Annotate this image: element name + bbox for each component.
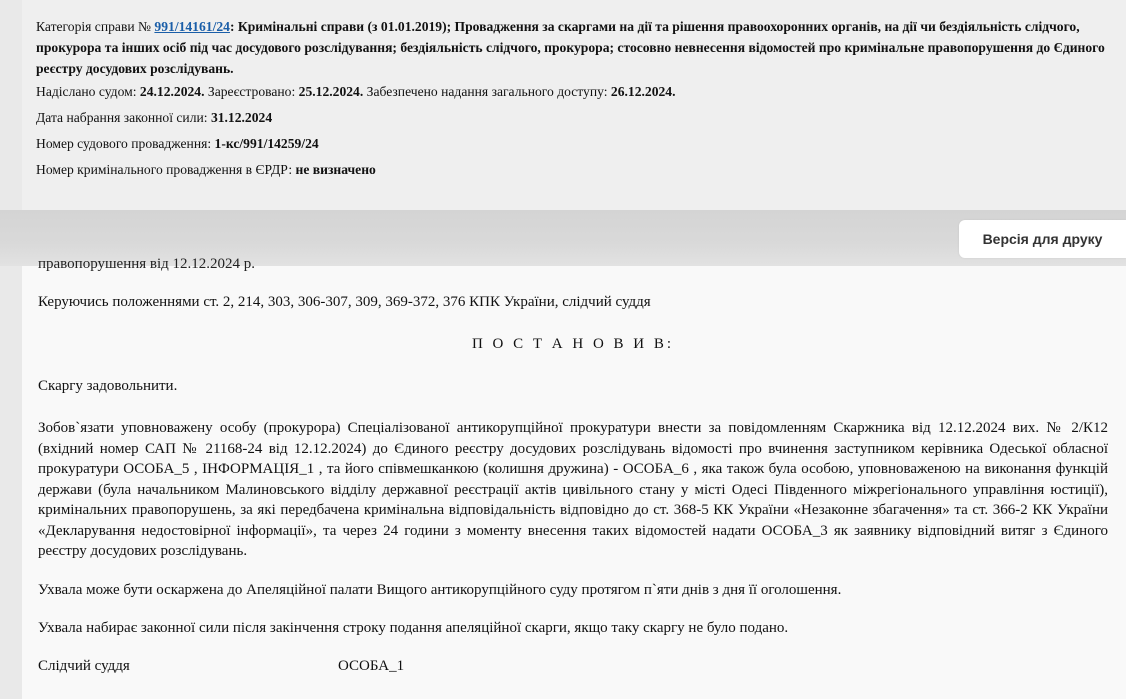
ruling-paragraph-1: Скаргу задовольнити. — [38, 378, 178, 394]
criminal-proceeding-label: Номер кримінального провадження в ЄРДР: — [36, 162, 293, 177]
registered-date: 25.12.2024. — [298, 84, 364, 99]
access-label: Забезпечено надання загального доступу: — [366, 84, 608, 99]
effective-date: 31.12.2024 — [210, 110, 273, 125]
sent-date: 24.12.2024. — [139, 84, 205, 99]
effective-label: Дата набрання законної сили: — [36, 110, 208, 125]
case-number-link[interactable]: 991/14161/24 — [154, 19, 230, 34]
court-proceeding-line — [36, 131, 1112, 157]
registered-label: Зареєстровано: — [207, 84, 296, 99]
document-body — [22, 256, 1126, 699]
cutoff-line — [38, 256, 1108, 274]
legal-basis-paragraph: Керуючись положеннями ст. 2, 214, 303, 306-307, 309, 369-372, 376 КПК України, слідчий суддя — [38, 294, 651, 310]
access-date: 26.12.2024. — [610, 84, 676, 99]
signature-role: Слідчий суддя — [38, 657, 130, 674]
case-dates-line — [36, 79, 1112, 105]
criminal-proceeding-line — [36, 157, 1112, 183]
court-proceeding-number: 1-кс/991/14259/24 — [214, 136, 319, 151]
cutoff-text: правопорушення від 12.12.2024 р. — [38, 256, 256, 272]
case-category — [36, 16, 1112, 79]
criminal-proceeding-value: не визначено — [295, 162, 376, 177]
ruling-heading: П О С Т А Н О В И В: — [471, 336, 675, 352]
case-category-text: : Кримінальні справи (з 01.01.2019); Провадження за скаргами на дії та рішення правоохоронних органів, на дії чи бездіяльність слідчого, прокурора та інших осіб під час досудового розслідування; бездіяльність слідчого, прокурора; стосовно невнесення відомостей про кримінальне правопорушення до Єдиного реєстру досудових розслідувань. — [36, 19, 1105, 76]
ruling-paragraph-2: Зобов`язати уповноважену особу (прокурора) Спеціалізованої антикорупційної прокуратури внести за повідомленням Скаржника від 12.12.2024 вих. № 2/К12 (вхідний номер САП № 21168-24 від 12.12.2024) до Єдиного реєстру досудових розслідувань відомості про вчинення заступником керівника Одеської обласної прокуратури ОСОБА_5 , ІНФОРМАЦІЯ_1 , та його співмешканкою (колишня дружина) - ОСОБА_6 , яка також була особою, уповноваженою на виконання функцій держави (була начальником Малиновського відділу державної реєстрації актів цивільного стану у місті Одесі Південного міжрегіонального управління юстиції), кримінальних правопорушень, за які передбачена кримінальна відповідальність відповідно до ст. 368-5 КК України «Незаконне збагачення» та ст. 366-2 КК України «Декларування недостовірної інформації», та через 24 години з моменту внесення таких відомостей надати ОСОБА_3 як заявнику відповідний витяг з Єдиного реєстру досудових розслідувань. — [38, 420, 1108, 559]
appeal-paragraph: Ухвала може бути оскаржена до Апеляційної палати Вищого антикорупційного суду протягом п`яти днів з дня її оголошення. — [38, 581, 842, 598]
signature-name: ОСОБА_1 — [338, 657, 405, 674]
case-category-label: Категорія справи № — [36, 19, 152, 34]
case-info-card — [22, 0, 1126, 210]
signature-line — [38, 656, 1108, 677]
sent-label: Надіслано судом: — [36, 84, 137, 99]
print-version-button[interactable]: Версія для друку — [959, 220, 1126, 258]
effective-date-line — [36, 105, 1112, 131]
court-proceeding-label: Номер судового провадження: — [36, 136, 212, 151]
effect-paragraph: Ухвала набирає законної сили після закінчення строку подання апеляційної скарги, якщо таку скаргу не було подано. — [38, 619, 789, 636]
